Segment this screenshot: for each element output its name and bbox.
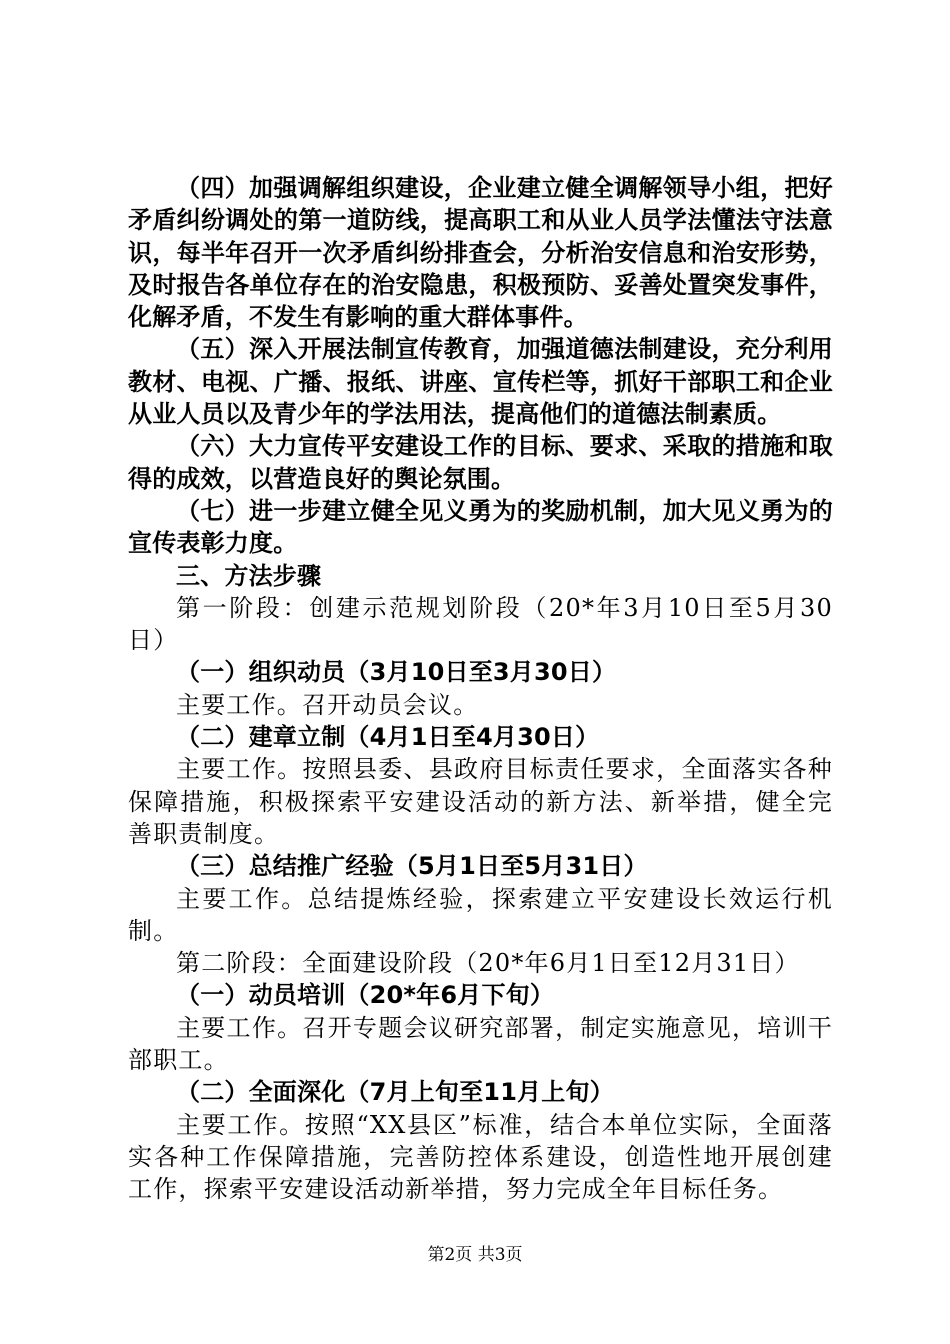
step-rules-body: 主要工作。按照县委、县政府目标责任要求，全面落实各种保障措施，积极探索平安建设活动的新方法、新举措，健全完善职责制度。 [128, 755, 833, 848]
paragraph-strengthen-mediation: （四）加强调解组织建设，企业建立健全调解领导小组，把好矛盾纠纷调处的第一道防线，提高职工和从业人员学法懂法守法意识，每半年召开一次矛盾纠纷排查会，分析治安信息和治安形势，及时报告各单位存在的治安隐患，积极预防、妥善处置突发事件，化解矛盾，不发生有影响的重大群体事件。 [128, 174, 833, 332]
page-number-footer: 第2页 共3页 [427, 1245, 523, 1265]
step-mobilization-heading: （一）组织动员（3月10日至3月30日） [176, 658, 617, 687]
paragraph-publicity: （六）大力宣传平安建设工作的目标、要求、采取的措施和取得的成效，以营造良好的舆论氛围。 [128, 432, 833, 493]
step-deepen-body: 主要工作。按照“XX县区”标准，结合本单位实际，全面落实各种工作保障措施，完善防控体系建设，创造性地开展创建工作，探索平安建设活动新举措，努力完成全年目标任务。 [128, 1110, 833, 1204]
stage-one-heading: 第一阶段：创建示范规划阶段（20*年3月10日至5月30日） [128, 593, 833, 655]
document-body [128, 172, 833, 1206]
paragraph-legal-education: （五）深入开展法制宣传教育，加强道德法制建设，充分利用教材、电视、广播、报纸、讲座、宣传栏等，抓好干部职工和企业从业人员以及青少年的学法用法，提高他们的道德法制素质。 [128, 335, 833, 429]
step-rules-heading: （二）建章立制（4月1日至4月30日） [176, 723, 600, 752]
section-heading-methods: 三、方法步骤 [176, 561, 322, 590]
step-summary-body: 主要工作。总结提炼经验，探索建立平安建设长效运行机制。 [128, 884, 833, 945]
step-summary-heading: （三）总结推广经验（5月1日至5月31日） [176, 852, 648, 881]
step-training-heading: （一）动员培训（20*年6月下旬） [176, 981, 555, 1010]
stage-two-heading: 第二阶段：全面建设阶段（20*年6月1日至12月31日） [176, 949, 800, 978]
paragraph-reward-mechanism: （七）进一步建立健全见义勇为的奖励机制，加大见义勇为的宣传表彰力度。 [128, 496, 833, 558]
step-deepen-heading: （二）全面深化（7月上旬至11月上旬） [176, 1078, 614, 1107]
step-mobilization-body: 主要工作。召开动员会议。 [176, 690, 479, 719]
step-training-body: 主要工作。召开专题会议研究部署，制定实施意见，培训干部职工。 [128, 1013, 833, 1075]
